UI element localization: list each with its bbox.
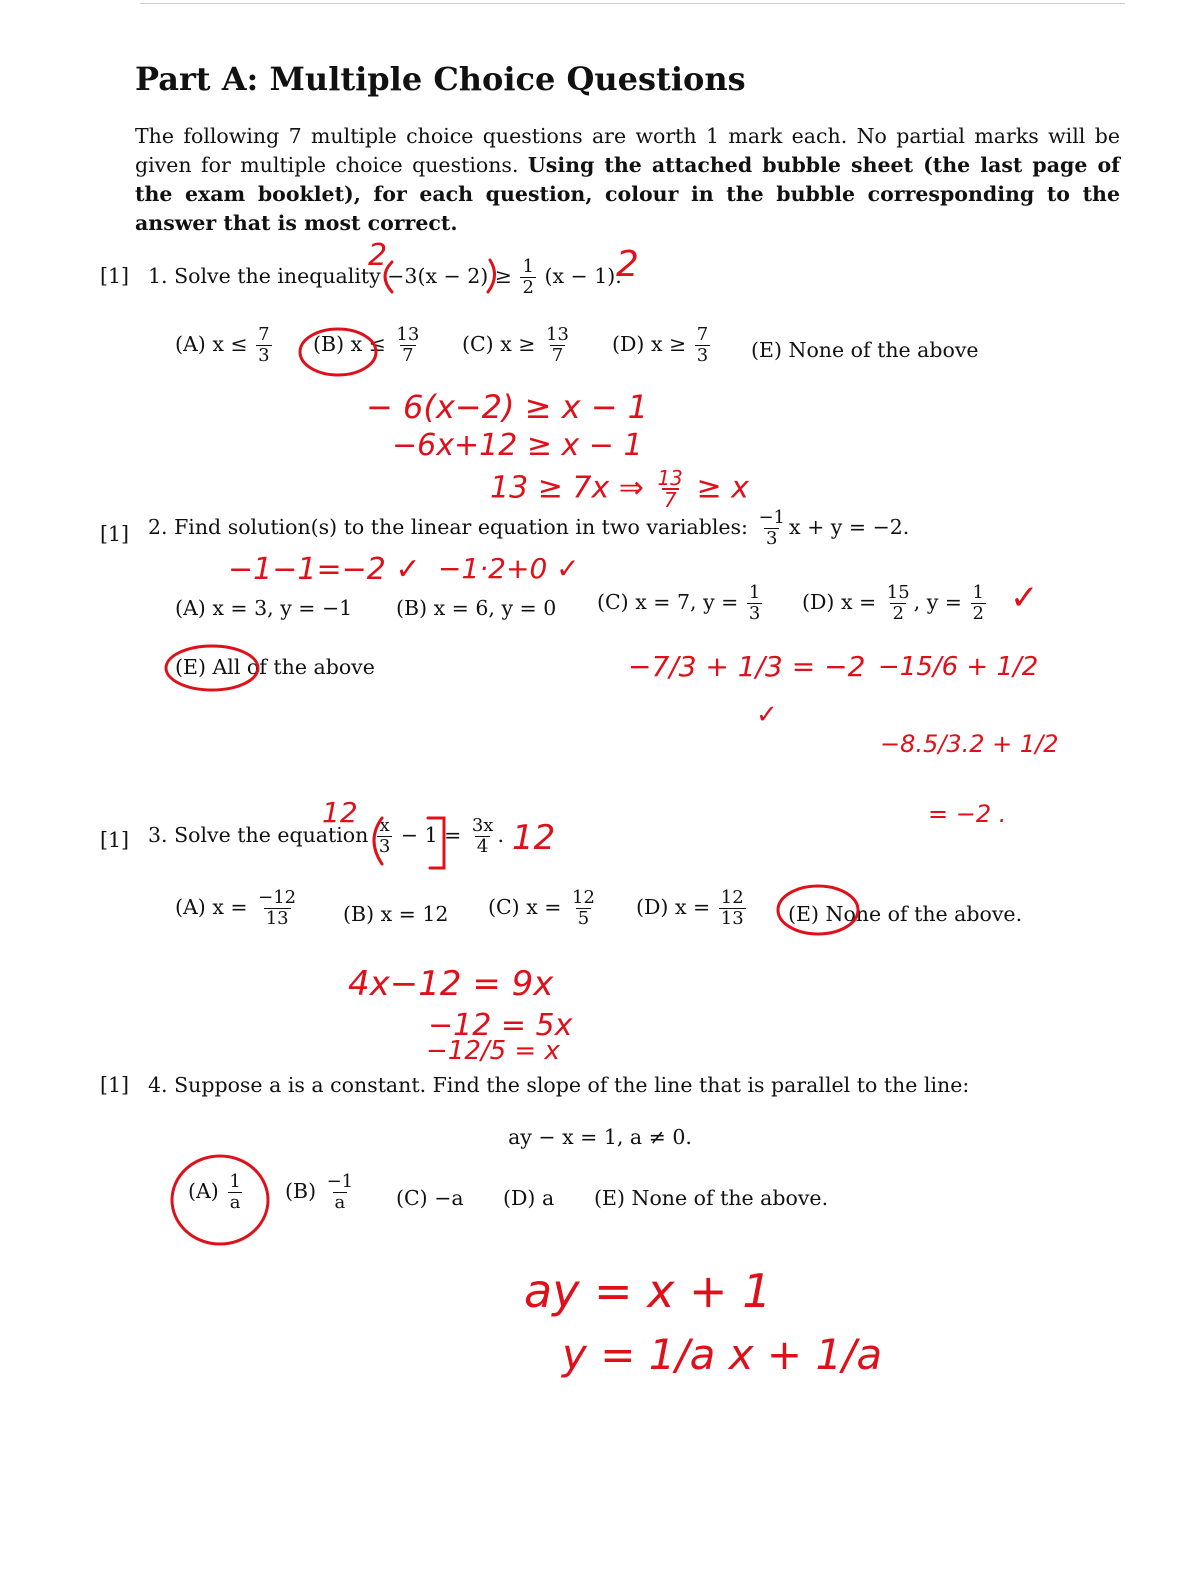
q2-option-b-label: (B) [396,596,428,620]
q4-option-e[interactable] [594,1186,828,1210]
q4-option-c-label: (C) [396,1186,428,1210]
q2-hw-check-d2: −8.5/3.2 + 1/2 [880,730,1059,758]
den: 3 [748,603,761,624]
instructions-bold: Using the attached bubble sheet (the last page of the exam booklet), for each question, colour in the bubble corresponding to the answer that is most correct. [135,153,1120,235]
num: 13 [546,324,569,345]
q4-option-b[interactable] [285,1172,357,1213]
den: 2 [892,603,904,624]
num: 1 [972,582,984,603]
q2-hw-check-b: −1·2+0 ✓ [438,552,580,585]
q2-option-a-label: (A) [175,596,206,620]
q3-option-c[interactable] [488,888,599,929]
instructions-plain: The following 7 multiple choice questions are worth 1 mark each. No partial marks will be given for multiple choice questions. [135,124,1120,177]
num: 7 [696,324,709,345]
q3-prompt-text: 3. Solve the equation [148,823,369,847]
q4-option-a[interactable] [188,1172,245,1213]
num: 15 [886,582,910,603]
q1-option-a-pre: x ≤ [212,332,248,356]
q2-option-b[interactable] [396,596,556,620]
num: −1 [326,1171,354,1192]
den: a [229,1192,241,1213]
q4-option-a-frac [227,1172,242,1213]
num: −1 [758,507,786,528]
q3-option-a-pre: x = [212,895,248,919]
num: 13 [657,466,683,490]
den: 5 [577,908,590,929]
q1-hw-two-right: 2 [616,244,639,285]
den: a [334,1192,346,1213]
q1-option-d-label: (D) [612,332,645,356]
q3-eq-mid: − 1 = [400,823,462,847]
q2-option-d[interactable] [802,583,988,624]
q3-option-d-pre: x = [674,895,711,919]
q4-prompt: 4. Suppose a is a constant. Find the slope of the line that is parallel to the line: [148,1073,970,1097]
q2-hw-check-c: −7/3 + 1/3 = −2 [628,650,866,683]
q2-option-c-frac [747,583,762,624]
q3-option-c-pre: x = [526,895,562,919]
q3-hw-line3: −12/5 = x [426,1036,560,1066]
q2-hw-check-d1: −15/6 + 1/2 [878,652,1039,682]
q4-hw-line2: y = 1/a x + 1/a [562,1330,883,1379]
q1-hw-line3-frac [655,468,684,510]
q3-option-e-label: (E) [788,902,819,926]
q1-hw-line1: − 6(x−2) ≥ x − 1 [366,388,649,426]
num: 1 [229,1171,241,1192]
q2-mark: [1] [100,522,130,546]
den: 7 [663,488,677,512]
q2-option-c-pre: x = 7, y = [635,590,739,614]
q3-option-d-frac [719,888,746,929]
q1-option-e-label: (E) [751,338,782,362]
q1-option-a-frac [256,325,271,366]
q3-option-e-text: None of the above. [825,902,1023,926]
q1-option-d[interactable] [612,325,712,366]
q4-option-d[interactable] [503,1186,554,1210]
q4-option-d-text: a [541,1186,555,1210]
q1-prompt-tail: (x − 1). [544,264,622,288]
den: 3 [766,528,778,549]
den: 7 [551,345,564,366]
q2-eq-tail: x + y = −2. [789,515,910,539]
q1-option-d-frac [695,325,710,366]
q2-option-b-text: x = 6, y = 0 [433,596,557,620]
q2-prompt-text: 2. Find solution(s) to the linear equation in two variables: [148,515,748,539]
q3-mark: [1] [100,828,130,852]
q3-option-b[interactable] [343,902,448,926]
num: 7 [258,324,270,345]
q1-option-c-pre: x ≥ [500,332,536,356]
q1-hw-line3-tail: ≥ x [696,470,749,506]
q3-hw-line2: −12 = 5x [428,1008,573,1043]
q1-prompt-fraction [520,257,535,298]
q1-option-e-text: None of the above [788,338,979,362]
q2-option-e[interactable] [175,655,375,679]
q4-mark: [1] [100,1073,130,1097]
q2-option-d-pre: x = [840,590,877,614]
q3-eq-tail: . [497,823,504,847]
num: 3x [471,815,494,836]
q2-hw-check-c-mark: ✓ [756,700,778,730]
num: −12 [258,887,297,908]
q2-prompt [148,508,909,549]
num: 12 [720,887,744,908]
q1-hw-line3 [490,468,749,510]
q1-option-b-pre: x ≤ [350,332,386,356]
q3-hw-line1: 4x−12 = 9x [348,964,554,1004]
q1-mark: [1] [100,264,130,288]
den: 3 [258,345,270,366]
q3-hw-twelve-right: 12 [512,818,556,858]
q2-option-d-frac2 [971,583,986,624]
q1-option-d-pre: x ≥ [650,332,687,356]
q2-option-e-text: All of the above [212,655,375,679]
q4-option-c[interactable] [396,1186,464,1210]
num: x [379,815,390,836]
q3-option-a-label: (A) [175,895,206,919]
q2-hw-check-a: −1−1=−2 ✓ [228,552,421,587]
q3-option-d-label: (D) [636,895,669,919]
q1-option-a[interactable] [175,325,274,366]
q2-option-d-mid: , y = [913,590,962,614]
q4-option-c-text: −a [434,1186,464,1210]
num: 13 [396,324,420,345]
den: 7 [402,345,414,366]
q4-option-a-label: (A) [188,1179,219,1203]
q1-hw-two-left: 2 [368,238,388,273]
den: 3 [378,836,391,857]
q1-option-b-label: (B) [313,332,345,356]
q1-option-c-frac [544,325,571,366]
q1-option-a-label: (A) [175,332,206,356]
q1-prompt-text: 1. Solve the inequality −3(x − 2) ≥ [148,264,512,288]
den: 2 [972,603,984,624]
q3-option-b-text: x = 12 [380,902,449,926]
den: 13 [720,908,744,929]
den: 13 [265,908,289,929]
q1-option-c[interactable] [462,325,573,366]
q4-option-e-text: None of the above. [631,1186,829,1210]
num: 12 [572,887,595,908]
q4-option-e-label: (E) [594,1186,625,1210]
q3-option-c-frac [570,888,597,929]
den: 4 [476,836,489,857]
q2-hw-check-d3: = −2 . [928,800,1007,828]
q1-frac-num: 1 [522,256,534,277]
q2-option-a-text: x = 3, y = −1 [212,596,353,620]
q3-eq-frac2 [470,816,496,857]
q2-eq-frac [756,508,787,549]
q3-option-b-label: (B) [343,902,375,926]
q1-hw-line2: −6x+12 ≥ x − 1 [392,428,643,463]
den: 3 [696,345,709,366]
num: 1 [748,582,761,603]
q4-option-d-label: (D) [503,1186,536,1210]
q1-option-c-label: (C) [462,332,494,356]
q4-option-b-frac [325,1172,356,1213]
q3-option-d[interactable] [636,888,748,929]
q2-option-c[interactable] [597,583,764,624]
q1-hw-line3-text: 13 ≥ 7x ⇒ [490,470,644,506]
q3-option-a-frac [256,888,298,929]
q3-option-a[interactable] [175,888,300,929]
page-title: Part A: Multiple Choice Questions [135,60,746,98]
q2-option-e-label: (E) [175,655,206,679]
q1-option-b[interactable] [313,325,423,366]
q3-option-e[interactable] [788,902,1022,926]
q1-option-b-frac [394,325,421,366]
instructions [135,122,1120,238]
q2-option-d-label: (D) [802,590,835,614]
q2-hw-check-d-mark: ✓ [1010,578,1039,618]
top-rule [140,3,1125,4]
q2-option-a[interactable] [175,596,352,620]
q1-frac-den: 2 [522,277,534,298]
q3-option-c-label: (C) [488,895,520,919]
q1-option-e[interactable] [751,338,979,362]
q3-eq-frac1 [377,816,392,857]
q3-hw-twelve-left: 12 [322,796,358,829]
q2-option-c-label: (C) [597,590,629,614]
q4-hw-line1: ay = x + 1 [524,1264,772,1318]
q4-option-b-label: (B) [285,1179,317,1203]
q4-equation: ay − x = 1, a ≠ 0. [508,1125,692,1149]
q2-option-d-frac1 [885,583,912,624]
